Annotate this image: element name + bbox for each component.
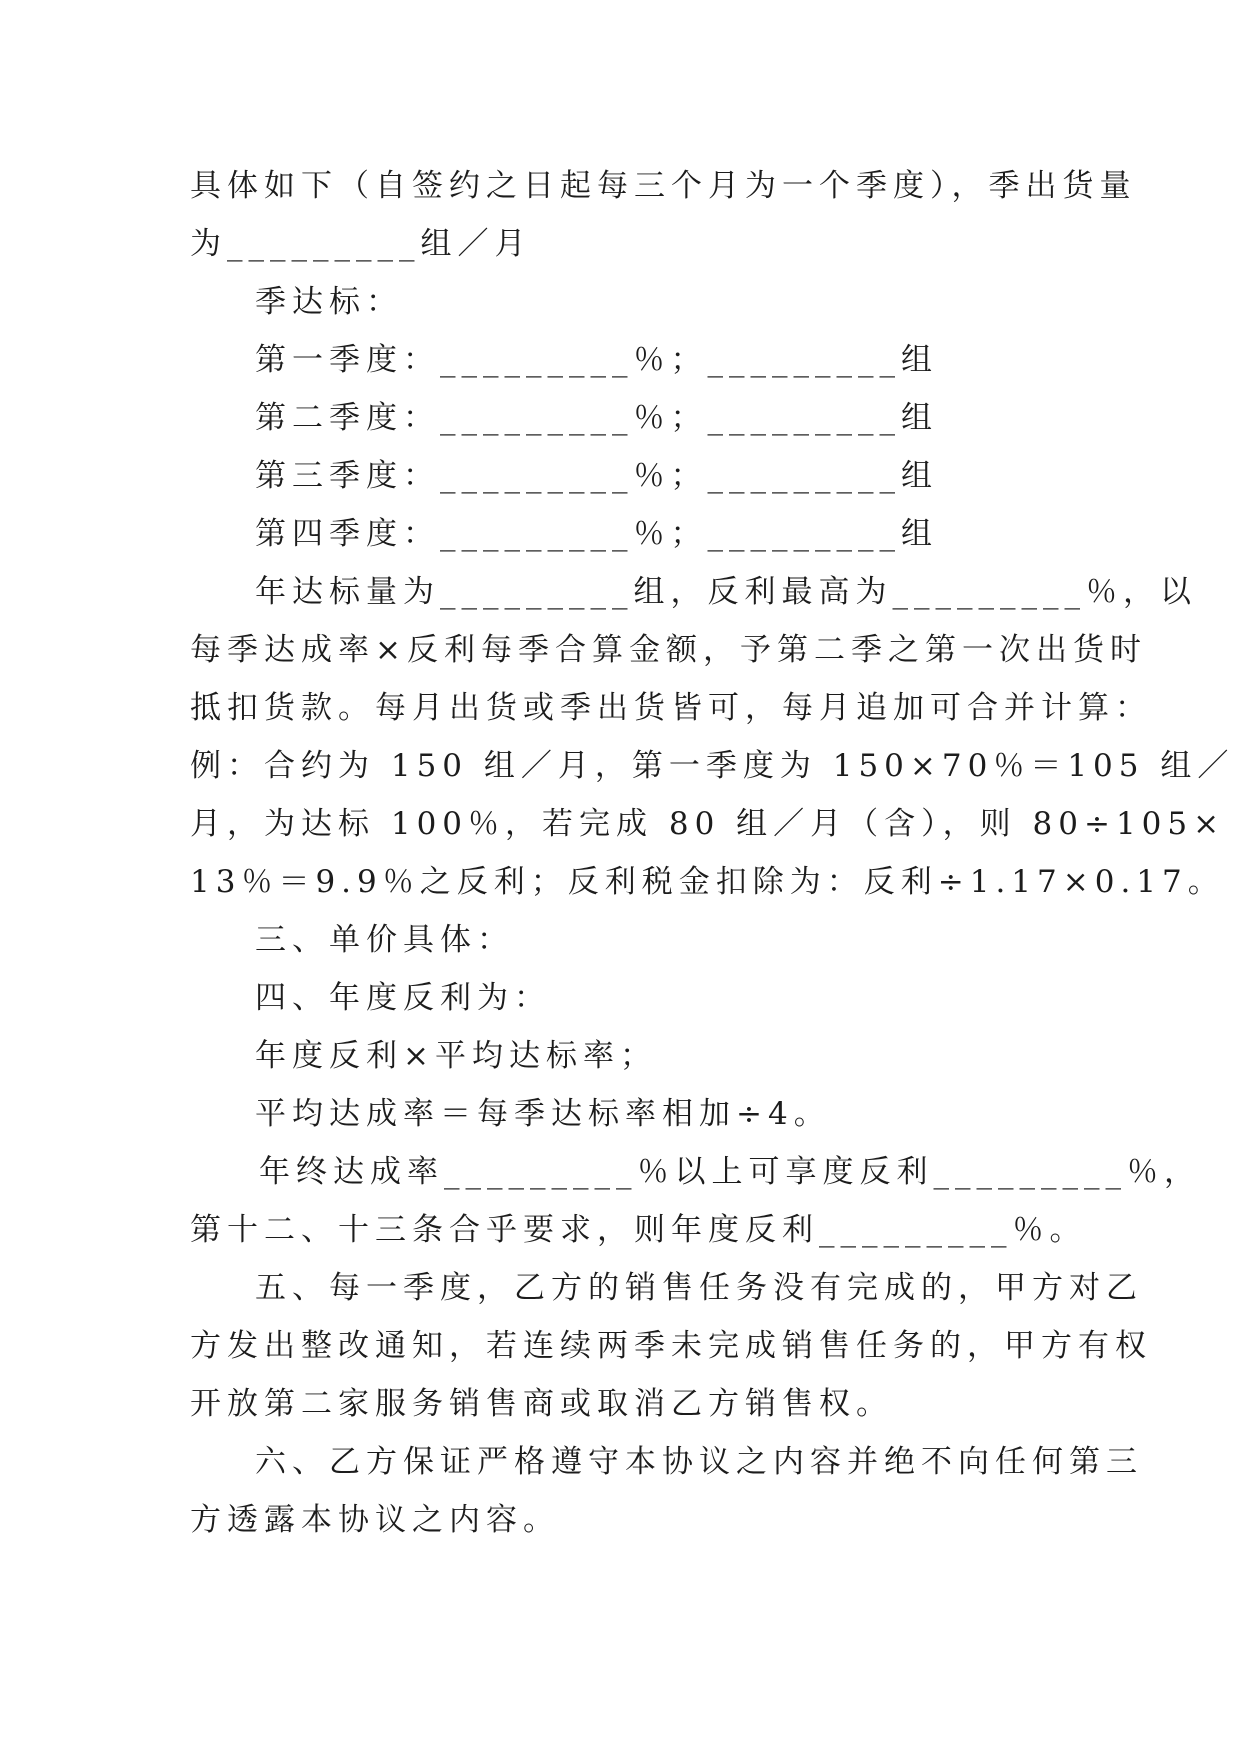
text-line: 例：合约为 150 组／月，第一季度为 150×70％＝105 组／ xyxy=(190,748,1235,784)
text-line: 第一季度：_________％；_________组 xyxy=(255,342,938,378)
text-line: 第四季度：_________％；_________组 xyxy=(255,516,938,552)
text-line: 季达标： xyxy=(255,284,403,320)
text-line: 年终达成率_________％以上可享度反利_________％， xyxy=(259,1154,1201,1190)
text-line: 每季达成率×反利每季合算金额，予第二季之第一次出货时 xyxy=(190,632,1147,668)
text-line: 年达标量为_________组，反利最高为_________％，以 xyxy=(255,574,1197,610)
text-line: 月，为达标 100％，若完成 80 组／月（含），则 80÷105× xyxy=(190,806,1226,842)
text-line: 五、每一季度，乙方的销售任务没有完成的，甲方对乙 xyxy=(255,1270,1143,1306)
text-line: 第十二、十三条合乎要求，则年度反利_________％。 xyxy=(190,1212,1087,1248)
text-line: 四、年度反利为： xyxy=(255,980,551,1016)
text-line: 平均达成率＝每季达标率相加÷4。 xyxy=(255,1096,831,1132)
text-line: 第二季度：_________％；_________组 xyxy=(255,400,938,436)
text-line: 13％＝9.9％之反利；反利税金扣除为：反利÷1.17×0.17。 xyxy=(190,864,1225,900)
text-line: 方透露本协议之内容。 xyxy=(190,1502,560,1538)
text-line: 具体如下（自签约之日起每三个月为一个季度），季出货量 xyxy=(190,168,1137,204)
text-line: 为_________组／月 xyxy=(190,226,532,262)
text-line: 开放第二家服务销售商或取消乙方销售权。 xyxy=(190,1386,893,1422)
text-line: 六、乙方保证严格遵守本协议之内容并绝不向任何第三 xyxy=(255,1444,1143,1480)
text-line: 三、单价具体： xyxy=(255,922,514,958)
text-line: 抵扣货款。每月出货或季出货皆可，每月追加可合并计算： xyxy=(190,690,1152,726)
text-line: 第三季度：_________％；_________组 xyxy=(255,458,938,494)
text-line: 方发出整改通知，若连续两季未完成销售任务的，甲方有权 xyxy=(190,1328,1152,1364)
text-line: 年度反利×平均达标率； xyxy=(255,1038,657,1074)
